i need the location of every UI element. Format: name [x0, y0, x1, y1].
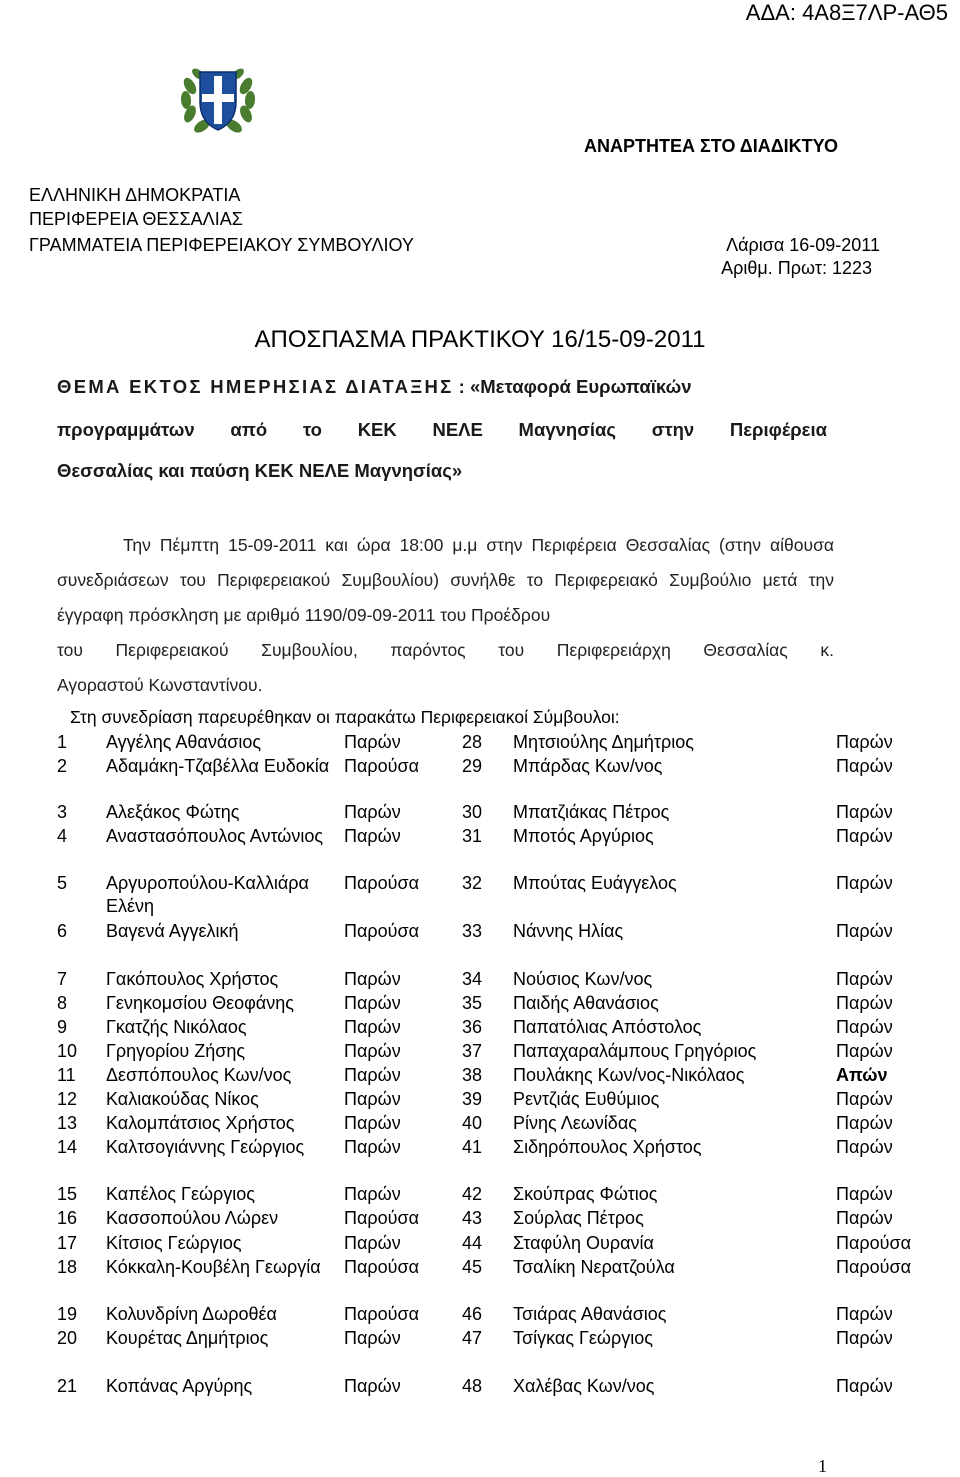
attendance-status: Παρών — [344, 1328, 401, 1348]
councillor-name: Γενηκομσίου Θεοφάνης — [106, 993, 294, 1013]
councillor-name: Αγγέλης Αθανάσιος — [106, 732, 262, 752]
councillor-number: 10 — [57, 1041, 78, 1061]
councillor-name: Τσίγκας Γεώργιος — [513, 1328, 653, 1348]
attendance-status: Παρούσα — [836, 1257, 912, 1277]
councillor-number: 32 — [462, 873, 483, 893]
councillor-name: Αλεξάκος Φώτης — [106, 802, 240, 822]
document-title: ΑΠΟΣΠΑΣΜΑ ΠΡΑΚΤΙΚΟΥ 16/15-09-2011 — [254, 326, 706, 353]
word: ΚΕΚ — [357, 419, 397, 440]
attendance-status: Απών — [836, 1065, 888, 1085]
councillor-number: 40 — [462, 1113, 483, 1133]
councillor-number: 1 — [57, 732, 68, 752]
word: προγραμμάτων — [57, 419, 195, 440]
word: από — [230, 419, 268, 440]
word: Συμβουλίου, — [261, 640, 358, 660]
word: Θεσσαλίας — [703, 640, 788, 660]
subject-text-start: : «Μεταφορά Ευρωπαϊκών — [458, 376, 692, 397]
councillor-number: 48 — [462, 1376, 483, 1396]
word: Μαγνησίας — [518, 419, 616, 440]
councillor-name: Κίτσιος Γεώργιος — [106, 1233, 242, 1253]
attendance-status: Παρών — [344, 802, 401, 822]
subject-label: ΘΕΜΑ ΕΚΤΟΣ ΗΜΕΡΗΣΙΑΣ ΔΙΑΤΑΞΗΣ — [57, 376, 454, 397]
councillor-number: 15 — [57, 1184, 78, 1204]
attendance-status: Παρούσα — [344, 1257, 420, 1277]
councillor-name: Ρεντζιάς Ευθύμιος — [513, 1089, 660, 1109]
ada-code: ΑΔΑ: 4Α8Ξ7ΛΡ-ΑΘ5 — [745, 0, 948, 25]
word: το — [302, 419, 322, 440]
attendance-status: Παρούσα — [344, 1208, 420, 1228]
subject-line-3: Θεσσαλίας και παύση ΚΕΚ ΝΕΛΕ Μαγνησίας» — [57, 460, 463, 481]
attendance-status: Παρών — [836, 1089, 893, 1109]
councillor-name: Κουρέτας Δημήτριος — [106, 1328, 269, 1348]
attendance-status: Παρών — [836, 1328, 893, 1348]
councillor-name: Παιδής Αθανάσιος — [513, 993, 659, 1013]
councillor-name: Παπαχαραλάμπους Γρηγόριος — [513, 1041, 757, 1061]
councillor-number: 28 — [462, 732, 483, 752]
councillor-number: 12 — [57, 1089, 78, 1109]
protocol-number: Αριθμ. Πρωτ: 1223 — [721, 258, 872, 278]
councillor-number: 39 — [462, 1089, 483, 1109]
councillor-number: 35 — [462, 993, 483, 1013]
councillor-number: 46 — [462, 1304, 483, 1324]
councillor-name: Αδαμάκη-Τζαβέλλα Ευδοκία — [106, 756, 330, 776]
councillor-number: 43 — [462, 1208, 483, 1228]
councillor-name: Κόκκαλη-Κουβέλη Γεωργία — [106, 1257, 321, 1277]
attendance-status: Παρών — [344, 1233, 401, 1253]
attendance-status: Παρούσα — [344, 1304, 420, 1324]
attendance-intro: Στη συνεδρίαση παρευρέθηκαν οι παρακάτω Περιφερειακοί Σύμβουλοι: — [70, 707, 620, 727]
councillor-name: Κολυνδρίνη Δωροθέα — [106, 1304, 277, 1324]
councillor-name: Κοπάνας Αργύρης — [106, 1376, 253, 1396]
councillor-name: Βαγενά Αγγελική — [106, 921, 239, 941]
councillor-name: Μποτός Αργύριος — [513, 826, 654, 846]
attendance-status: Παρών — [344, 1376, 401, 1396]
attendance-status: Παρών — [344, 732, 401, 752]
councillor-number: 21 — [57, 1376, 78, 1396]
minutes-paragraph-line-5: Αγοραστού Κωνσταντίνου. — [57, 675, 263, 695]
councillor-number: 14 — [57, 1137, 78, 1157]
councillor-name: Μητσιούλης Δημήτριος — [513, 732, 694, 752]
councillor-name: Καλομπάτσιος Χρήστος — [106, 1113, 295, 1133]
councillor-name: Σκούπρας Φώτιος — [513, 1184, 658, 1204]
councillor-name: Πουλάκης Κων/νος-Νικόλαος — [513, 1065, 745, 1085]
councillor-number: 9 — [57, 1017, 68, 1037]
word: στην — [651, 419, 695, 440]
councillor-number: 11 — [57, 1065, 76, 1085]
councillor-name: Μπατζιάκας Πέτρος — [513, 802, 670, 822]
attendance-status: Παρών — [344, 993, 401, 1013]
greek-emblem-logo — [178, 58, 258, 138]
councillor-number: 34 — [462, 969, 483, 989]
attendance-status: Παρών — [836, 969, 893, 989]
attendance-status: Παρών — [836, 756, 893, 776]
word: Περιφέρεια — [729, 419, 827, 440]
attendance-status: Παρών — [344, 1017, 401, 1037]
councillor-number: 45 — [462, 1257, 483, 1277]
word: κ. — [820, 640, 834, 660]
word: Περιφερειακού — [115, 640, 229, 660]
councillor-number: 29 — [462, 756, 483, 776]
attendance-status: Παρούσα — [836, 1233, 912, 1253]
attendance-status: Παρών — [344, 969, 401, 989]
councillor-number: 5 — [57, 873, 68, 893]
councillor-name: Νάννης Ηλίας — [513, 921, 624, 941]
attendance-status: Παρών — [836, 802, 893, 822]
word: Περιφερειάρχη — [556, 640, 671, 660]
councillor-name: Αργυροπούλου-Καλλιάρα Ελένη — [106, 873, 309, 916]
org-line-region: ΠΕΡΙΦΕΡΕΙΑ ΘΕΣΣΑΛΙΑΣ — [29, 209, 243, 229]
councillor-number: 37 — [462, 1041, 483, 1061]
word: ΝΕΛΕ — [432, 419, 483, 440]
councillor-name: Ρίνης Λεωνίδας — [513, 1113, 637, 1133]
councillor-number: 6 — [57, 921, 68, 941]
attendance-status: Παρούσα — [344, 873, 420, 893]
minutes-paragraph: Την Πέμπτη 15-09-2011 και ώρα 18:00 μ.μ στην Περιφέρεια Θεσσαλίας (στην αίθουσα συνεδριάσεων του Περιφερειακού Συμβουλίου) συνήλθε το Περιφερειακό Συμβούλιο μετά την έγγραφη πρόσκληση με αριθμό 1190/09-09-2011 του Προέδρου — [57, 535, 834, 625]
councillor-name: Παπατόλιας Απόστολος — [513, 1017, 702, 1037]
councillor-number: 38 — [462, 1065, 483, 1085]
org-line-secretariat: ΓΡΑΜΜΑΤΕΙΑ ΠΕΡΙΦΕΡΕΙΑΚΟΥ ΣΥΜΒΟΥΛΙΟΥ — [29, 235, 414, 255]
councillor-name: Γκατζής Νικόλαος — [106, 1017, 247, 1037]
attendance-status: Παρών — [836, 1208, 893, 1228]
councillor-number: 13 — [57, 1113, 78, 1133]
councillor-number: 2 — [57, 756, 68, 776]
attendance-status: Παρών — [344, 1137, 401, 1157]
councillor-name: Γακόπουλος Χρήστος — [106, 969, 279, 989]
attendance-status: Παρούσα — [344, 921, 420, 941]
councillor-number: 41 — [462, 1137, 483, 1157]
org-line-republic: ΕΛΛΗΝΙΚΗ ΔΗΜΟΚΡΑΤΙΑ — [29, 185, 241, 205]
councillor-name: Δεσπόπουλος Κων/νος — [106, 1065, 292, 1085]
attendance-status: Παρών — [836, 921, 893, 941]
councillor-number: 47 — [462, 1328, 483, 1348]
councillor-name: Χαλέβας Κων/νος — [513, 1376, 655, 1396]
councillor-number: 20 — [57, 1328, 78, 1348]
councillor-number: 36 — [462, 1017, 483, 1037]
councillor-name: Σούρλας Πέτρος — [513, 1208, 644, 1228]
attendance-status: Παρών — [836, 1113, 893, 1133]
councillor-name: Νούσιος Κων/νος — [513, 969, 653, 989]
councillor-name: Κασσοπούλου Λώρεν — [106, 1208, 279, 1228]
attendance-status: Παρών — [836, 1376, 893, 1396]
attendance-status: Παρών — [344, 1065, 401, 1085]
councillor-name: Σταφύλη Ουρανία — [513, 1233, 654, 1253]
subject-line-2 — [57, 419, 827, 441]
word: παρόντος — [390, 640, 466, 660]
councillor-name: Καπέλος Γεώργιος — [106, 1184, 255, 1204]
councillor-number: 42 — [462, 1184, 483, 1204]
councillor-name: Μπούτας Ευάγγελος — [513, 873, 677, 893]
page-number: 1 — [818, 1456, 827, 1476]
attendance-status: Παρών — [836, 993, 893, 1013]
councillor-name: Καλτσογιάννης Γεώργιος — [106, 1137, 305, 1157]
attendance-status: Παρούσα — [344, 756, 420, 776]
attendance-status: Παρών — [836, 826, 893, 846]
councillor-name: Γρηγορίου Ζήσης — [106, 1041, 246, 1061]
councillor-number: 16 — [57, 1208, 78, 1228]
councillor-name: Μπάρδας Κων/νος — [513, 756, 663, 776]
attendance-status: Παρών — [344, 1041, 401, 1061]
posted-notice: ΑΝΑΡΤΗΤΕΑ ΣΤΟ ΔΙΑΔΙΚΤΥΟ — [584, 136, 838, 156]
councillor-number: 18 — [57, 1257, 78, 1277]
attendance-status: Παρών — [344, 826, 401, 846]
councillor-name: Καλιακούδας Νίκος — [106, 1089, 259, 1109]
subject-line-1 — [57, 376, 827, 398]
attendance-status: Παρών — [836, 1137, 893, 1157]
attendance-status: Παρών — [836, 1184, 893, 1204]
attendance-status: Παρών — [344, 1089, 401, 1109]
attendance-status: Παρών — [836, 1041, 893, 1061]
attendance-status: Παρών — [836, 1017, 893, 1037]
councillor-number: 7 — [57, 969, 68, 989]
councillor-name: Σιδηρόπουλος Χρήστος — [513, 1137, 702, 1157]
attendance-status: Παρών — [836, 873, 893, 893]
attendance-status: Παρών — [836, 732, 893, 752]
attendance-status: Παρών — [836, 1304, 893, 1324]
councillor-number: 30 — [462, 802, 483, 822]
councillor-number: 33 — [462, 921, 483, 941]
councillor-name: Τσαλίκη Νερατζούλα — [513, 1257, 675, 1277]
councillor-name: Τσιάρας Αθανάσιος — [513, 1304, 667, 1324]
councillor-number: 31 — [462, 826, 483, 846]
councillor-number: 19 — [57, 1304, 78, 1324]
word: του — [57, 640, 83, 660]
minutes-paragraph-line-4 — [57, 633, 834, 668]
city-date: Λάρισα 16-09-2011 — [726, 235, 880, 255]
word: του — [498, 640, 525, 660]
councillor-number: 4 — [57, 826, 68, 846]
councillor-name: Αναστασόπουλος Αντώνιος — [106, 826, 324, 846]
attendance-status: Παρών — [344, 1184, 401, 1204]
councillor-number: 8 — [57, 993, 68, 1013]
councillor-number: 17 — [57, 1233, 78, 1253]
councillor-number: 3 — [57, 802, 68, 822]
councillor-number: 44 — [462, 1233, 483, 1253]
attendance-status: Παρών — [344, 1113, 401, 1133]
